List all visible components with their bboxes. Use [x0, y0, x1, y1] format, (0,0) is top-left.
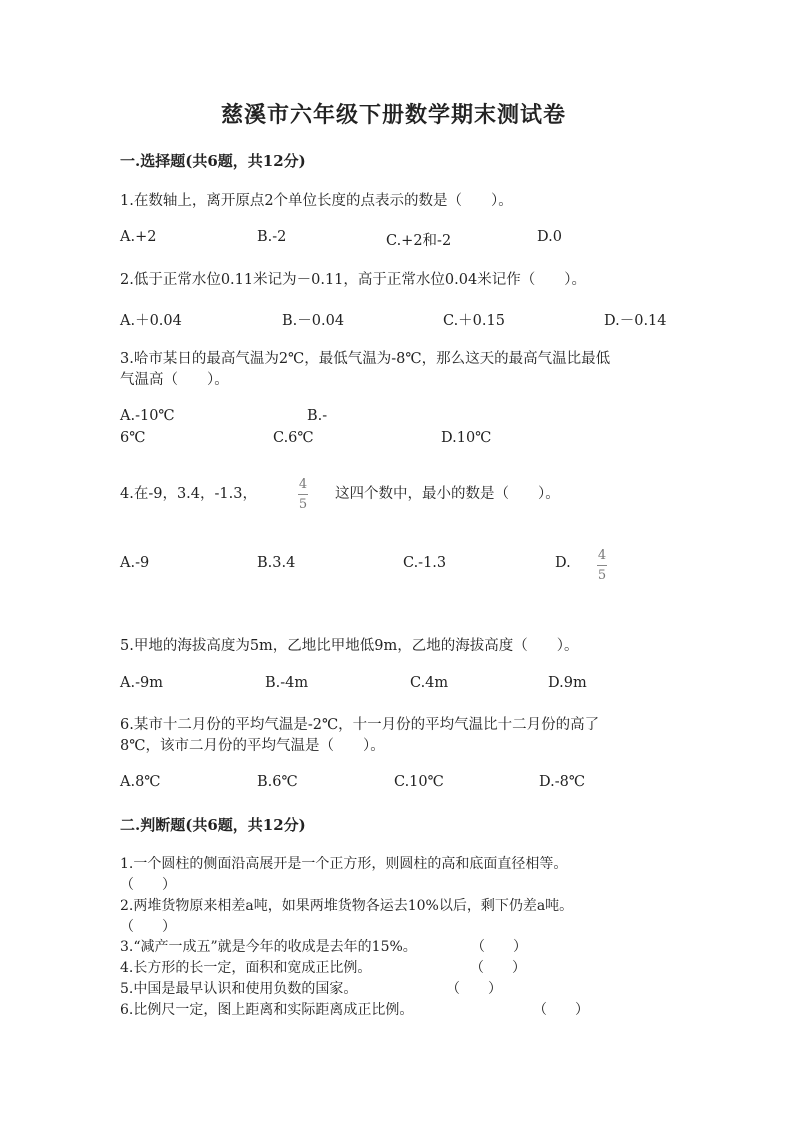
q6-option-c: C.10℃ — [394, 774, 444, 790]
q4-stem-after: 这四个数中，最小的数是（ ）。 — [335, 486, 560, 502]
judgement-4-text: 4.长方形的长一定，面积和宽成正比例。 — [120, 960, 372, 976]
judgement-3-answer: （ ） — [471, 939, 527, 955]
q4-option-d-fraction — [597, 549, 607, 582]
judgement-1-answer: （ ） — [120, 877, 176, 893]
q1-option-c: C.+2和-2 — [386, 233, 452, 249]
q4-stem-before: 4.在-9，3.4，-1.3， — [120, 486, 257, 502]
q2-option-a: A.＋0.04 — [120, 313, 182, 329]
q3-option-c: C.6℃ — [273, 430, 314, 446]
q6-option-a: A.8℃ — [120, 774, 161, 790]
q5-option-b: B.-4m — [265, 675, 309, 691]
q1-stem: 1.在数轴上，离开原点2个单位长度的点表示的数是（ ）。 — [120, 193, 513, 209]
q3-stem-line1: 3.哈市某日的最高气温为2℃，最低气温为-8℃，那么这天的最高气温比最低 — [120, 351, 611, 367]
judgement-3-text: 3.“减产一成五”就是今年的收成是去年的15%。 — [120, 939, 417, 955]
judgement-2-line1: 2.两堆货物原来相差a吨，如果两堆货物各运去10%以后，剩下仍差a吨。 — [120, 898, 574, 914]
q1-option-d: D.0 — [537, 229, 562, 245]
q4-option-b: B.3.4 — [257, 555, 296, 571]
q1-option-b: B.-2 — [257, 229, 287, 245]
q3-stem-line2: 气温高（ ）。 — [120, 372, 229, 388]
q6-option-b: B.6℃ — [257, 774, 298, 790]
q3-option-b-line2: 6℃ — [120, 430, 146, 446]
fraction-bar — [298, 494, 308, 495]
fraction-denominator: 5 — [597, 568, 607, 583]
q1-option-a: A.+2 — [120, 229, 157, 245]
fraction-numerator: 4 — [597, 548, 607, 563]
q3-option-a: A.-10℃ — [120, 408, 175, 424]
judgement-5-text: 5.中国是最早认识和使用负数的国家。 — [120, 981, 358, 997]
fraction-denominator: 5 — [298, 497, 308, 512]
q5-option-c: C.4m — [410, 675, 449, 691]
section1-heading: 一.选择题(共6题，共12分) — [120, 152, 306, 170]
judgement-6-text: 6.比例尺一定，图上距离和实际距离成正比例。 — [120, 1002, 414, 1018]
q3-option-d: D.10℃ — [441, 430, 492, 446]
q5-option-a: A.-9m — [120, 675, 163, 691]
judgement-2-answer: （ ） — [120, 919, 176, 935]
section2-heading: 二.判断题(共6题，共12分) — [120, 816, 306, 834]
judgement-1-line1: 1.一个圆柱的侧面沿高展开是一个正方形，则圆柱的高和底面直径相等。 — [120, 856, 568, 872]
page-title: 慈溪市六年级下册数学期末测试卷 — [221, 102, 567, 128]
q2-stem: 2.低于正常水位0.11米记为－0.11，高于正常水位0.04米记作（ ）。 — [120, 272, 586, 288]
q5-option-d: D.9m — [548, 675, 587, 691]
q6-stem-line2: 8℃，该市二月份的平均气温是（ ）。 — [120, 738, 385, 754]
q4-fraction — [298, 478, 308, 511]
fraction-numerator: 4 — [298, 477, 308, 492]
q4-option-d: D. — [555, 555, 571, 571]
judgement-4-answer: （ ） — [470, 960, 526, 976]
judgement-5-answer: （ ） — [446, 981, 502, 997]
q2-option-b: B.－0.04 — [282, 313, 345, 329]
q6-stem-line1: 6.某市十二月份的平均气温是-2℃，十一月份的平均气温比十二月份的高了 — [120, 717, 600, 733]
q6-option-d: D.-8℃ — [539, 774, 586, 790]
q3-option-b-line1: B.- — [307, 408, 328, 424]
q4-option-a: A.-9 — [120, 555, 150, 571]
fraction-bar — [597, 565, 607, 566]
q2-option-c: C.＋0.15 — [443, 313, 505, 329]
q2-option-d: D.－0.14 — [604, 313, 667, 329]
judgement-6-answer: （ ） — [533, 1002, 589, 1018]
q4-option-c: C.-1.3 — [403, 555, 447, 571]
q5-stem: 5.甲地的海拔高度为5m，乙地比甲地低9m，乙地的海拔高度（ ）。 — [120, 638, 579, 654]
